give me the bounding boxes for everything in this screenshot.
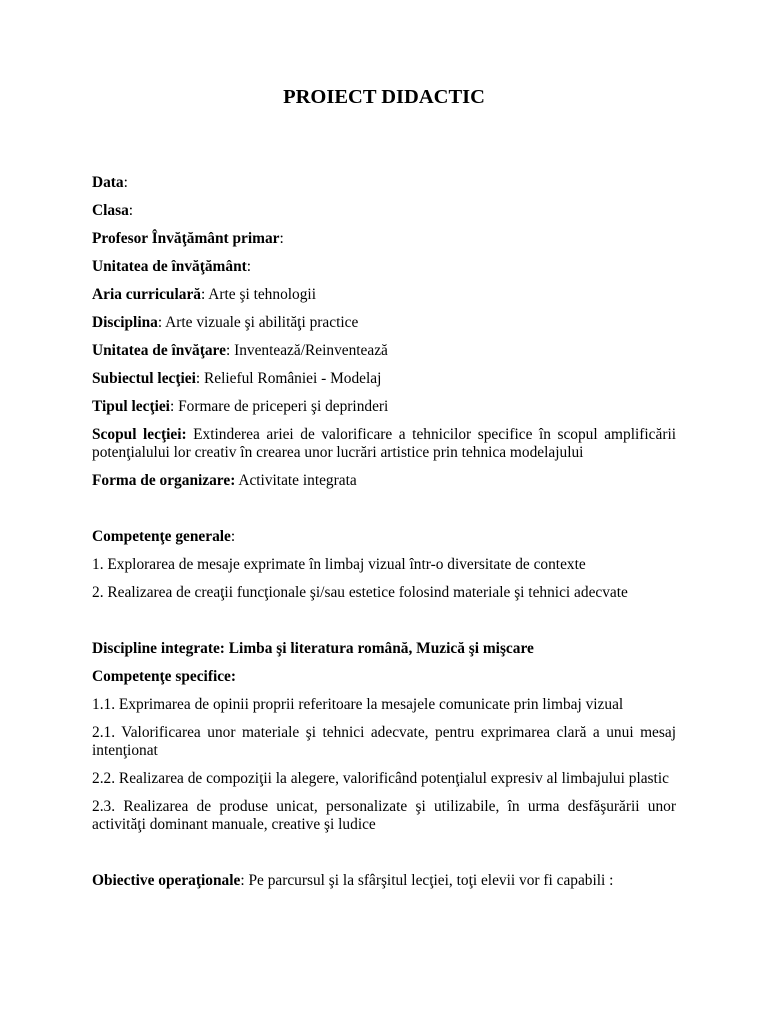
competente-specifice-heading <box>92 668 676 686</box>
heading-suffix: : <box>230 528 236 545</box>
field-value: : <box>123 174 128 191</box>
section-heading: Discipline integrate: Limba şi literatura română, Muzică şi mişcare <box>92 640 534 657</box>
field-label: Subiectul lecţiei <box>92 370 196 387</box>
competente-generale-heading <box>92 528 676 546</box>
blank-line <box>92 844 676 862</box>
field-label: Profesor Învăţământ primar <box>92 230 280 247</box>
competenta-generala-item: 2. Realizarea de creaţii funcţionale şi/sau estetice folosind materiale şi tehnici adecvate <box>92 584 628 601</box>
field-value: : Inventează/Reinventează <box>225 342 388 359</box>
competenta-specifica-item: 2.3. Realizarea de produse unicat, personalizate şi utilizabile, în urma desfăşurării unor activităţi dominant manuale, creative şi ludice <box>92 798 676 833</box>
field-value: : <box>246 258 252 275</box>
section-heading: Competenţe specifice: <box>92 668 237 685</box>
field-label: Unitatea de învăţământ <box>92 258 247 275</box>
field-profesor <box>92 230 676 248</box>
field-value: : <box>128 202 134 219</box>
competenta-specifica-item: 2.1. Valorificarea unor materiale şi tehnici adecvate, pentru exprimarea clară a unui mesaj intenţionat <box>92 724 676 759</box>
field-value: Extinderea ariei de valorificare a tehnicilor specifice în scopul amplificării potenţialului lor creativ în crearea unor lucrări artistice prin tehnica modelajului <box>92 426 676 461</box>
field-value: Activitate integrata <box>235 472 357 489</box>
obiective-operationale <box>92 872 676 890</box>
field-value: : Relieful României - Modelaj <box>195 370 382 387</box>
field-label: Scopul lecţiei: <box>92 426 187 443</box>
field-forma-de-organizare <box>92 472 676 490</box>
field-label: Forma de organizare: <box>92 472 236 489</box>
competenta-generala-item: 1. Explorarea de mesaje exprimate în limbaj vizual într-o diversitate de contexte <box>92 556 586 573</box>
field-value: : Arte şi tehnologii <box>200 286 316 303</box>
field-clasa <box>92 202 676 220</box>
field-value: : <box>279 230 284 247</box>
field-label: Data <box>92 174 124 191</box>
blank-line <box>92 612 676 630</box>
blank-line <box>92 500 676 518</box>
field-aria-curriculara <box>92 286 676 304</box>
field-label: Aria curriculară <box>92 286 201 303</box>
field-tipul-lectiei <box>92 398 676 416</box>
field-value: : Pe parcursul şi la sfârşitul lecţiei, toţi elevii vor fi capabili : <box>240 872 614 889</box>
discipline-integrate <box>92 640 676 658</box>
section-heading: Competenţe generale <box>92 528 231 545</box>
field-subiectul-lectiei <box>92 370 676 388</box>
field-label: Clasa <box>92 202 129 219</box>
field-data <box>92 174 676 192</box>
field-scopul-lectiei <box>92 426 676 462</box>
field-value: : Arte vizuale şi abilităţi practice <box>157 314 359 331</box>
field-label: Tipul lecţiei <box>92 398 170 415</box>
field-label: Unitatea de învăţare <box>92 342 226 359</box>
field-unitatea-de-invatare <box>92 342 676 360</box>
field-disciplina <box>92 314 676 332</box>
document-body <box>92 174 676 900</box>
field-value: : Formare de priceperi şi deprinderi <box>169 398 389 415</box>
document-title: PROIECT DIDACTIC <box>283 86 485 108</box>
field-label: Disciplina <box>92 314 158 331</box>
competenta-specifica-item: 1.1. Exprimarea de opinii proprii referitoare la mesajele comunicate prin limbaj vizual <box>92 696 624 713</box>
field-label: Obiective operaţionale <box>92 872 241 889</box>
field-unitatea-de-invatamant <box>92 258 676 276</box>
competenta-specifica-item: 2.2. Realizarea de compoziţii la alegere, valorificând potenţialul expresiv al limbajului plastic <box>92 770 669 787</box>
